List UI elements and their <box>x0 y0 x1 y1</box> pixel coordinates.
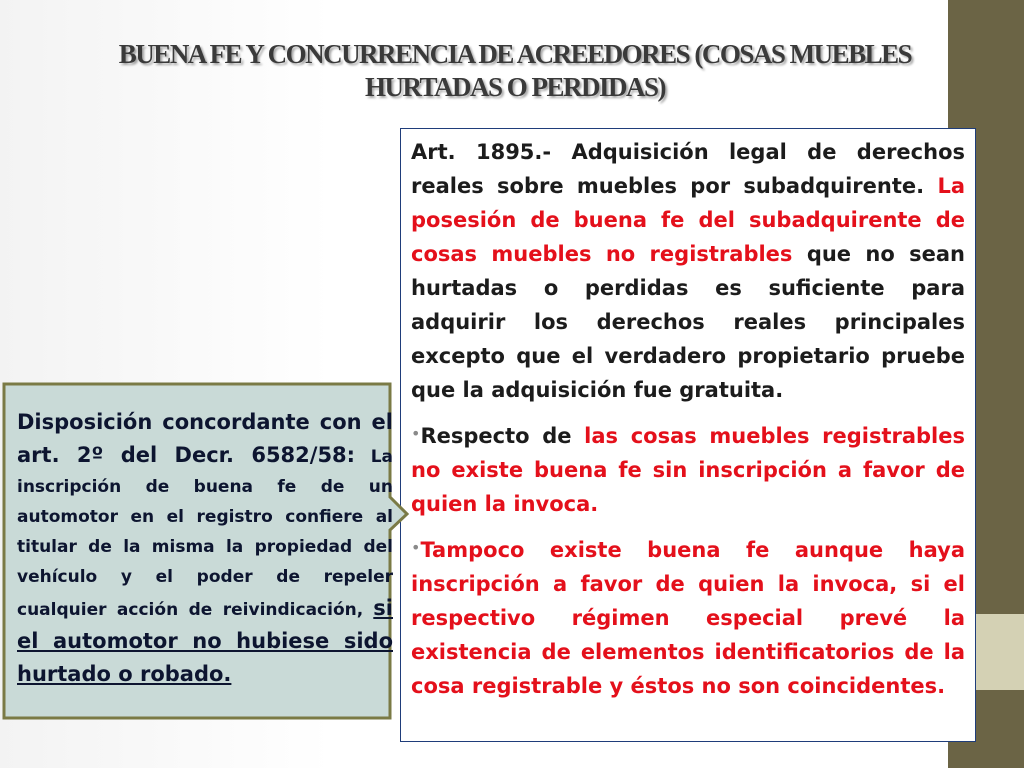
bullet-icon: • <box>411 424 421 443</box>
callout-underlined-text: si el automotor no hubiese sido hurtado o robado. <box>17 596 393 686</box>
article-text-box <box>400 128 976 742</box>
article-paragraph <box>411 135 965 407</box>
bullet-icon: • <box>411 538 421 557</box>
callout-text <box>17 406 393 691</box>
highlighted-text: La posesión de buena fe del subadquirente de cosas muebles no registrables <box>411 174 965 266</box>
callout-body-text: La inscripción de buena fe de un automotor en el registro confiere al titular de la misma la propiedad del vehículo y el poder de repeler cualquier acción de reivindicación, <box>17 447 393 620</box>
callout-box <box>2 382 410 720</box>
highlighted-text: las cosas muebles registrables no existe buena fe sin inscripción a favor de quien la invoca. <box>411 424 965 516</box>
callout-lead-text: Disposición concordante con el art. 2º del Decr. 6582/58: <box>17 410 393 467</box>
highlighted-text: Tampoco existe buena fe aunque haya inscripción a favor de quien la invoca, si el respectivo régimen especial prevé la existencia de elementos identificatorios de la cosa registrable y éstos no son coincidentes. <box>411 538 965 698</box>
article-heading-text: Art. 1895.- Adquisición legal de derechos reales sobre muebles por subadquirente. <box>411 140 965 198</box>
bullet-paragraph-tampoco <box>411 531 965 703</box>
bullet-text: Respecto de <box>420 424 572 448</box>
bullet-paragraph-registrables <box>411 417 965 521</box>
article-body-text: que no sean hurtadas o perdidas es suficiente para adquirir los derechos reales principales excepto que el verdadero propietario pruebe que la adquisición fue gratuita. <box>411 242 966 402</box>
slide-title: BUENA FE Y CONCURRENCIA DE ACREEDORES (COSAS MUEBLES HURTADAS O PERDIDAS) <box>118 39 912 102</box>
